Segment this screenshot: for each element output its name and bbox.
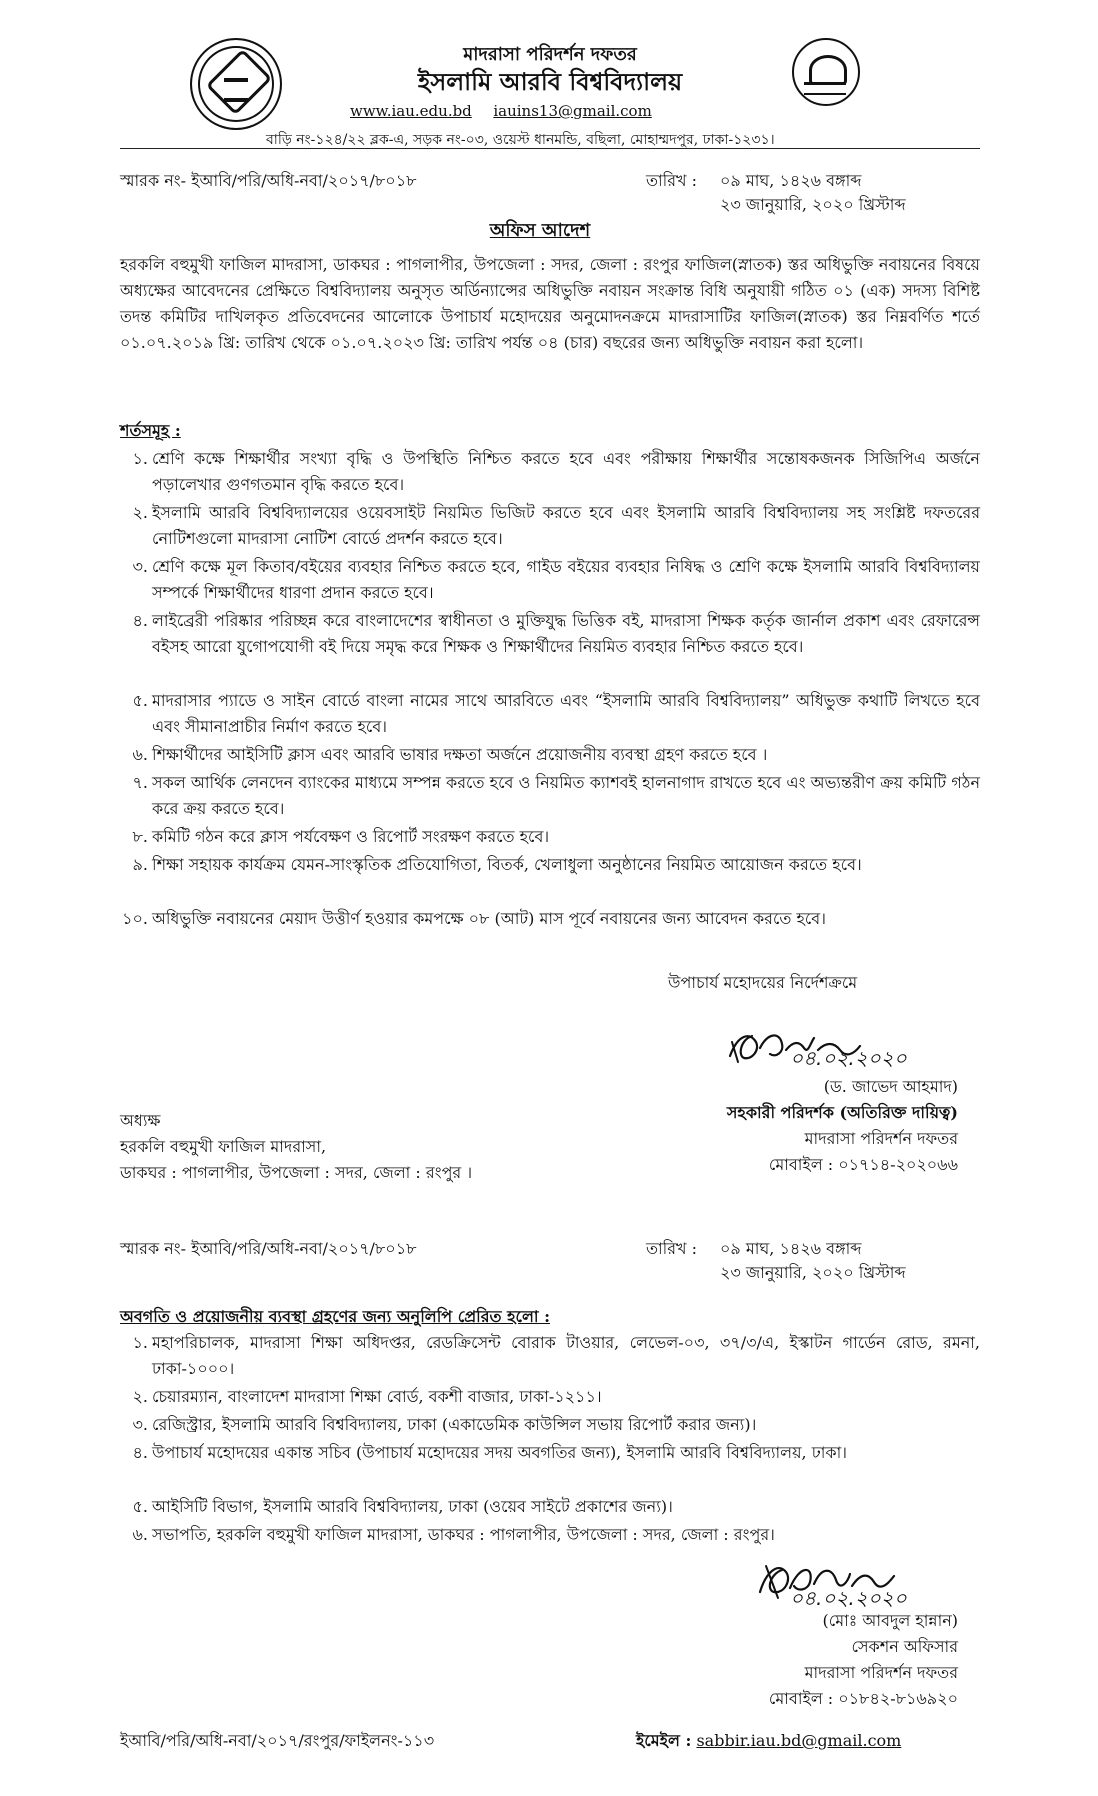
condition-item — [132, 688, 980, 740]
signatory-mobile: মোবাইল : ০১৮৪২-৮১৬৯২০ — [768, 1689, 958, 1708]
copy-text: সভাপতি, হরকলি বহুমুখী ফাজিল মাদরাসা, ডাকঘর : পাগলাপীর, উপজেলা : সদর, জেলা : রংপুর। — [152, 1525, 775, 1544]
condition-text: শ্রেণি কক্ষে শিক্ষার্থীর সংখ্যা বৃদ্ধি ও উপস্থিতি নিশ্চিত করতে হবে এবং পরীক্ষায় শিক্ষার্থীর সন্তোষকজনক সিজিপিএ অর্জনে পড়ালেখার গুণগতমান বৃদ্ধি করতে হবে। — [152, 449, 980, 494]
signature-date-javed: ০৪.০২.২০২০ — [790, 1046, 907, 1070]
date-bangla: ০৯ মাঘ, ১৪২৬ বঙ্গাব্দ — [720, 171, 862, 190]
copy-item — [132, 1494, 980, 1520]
copy-text: উপাচার্য মহোদয়ের একান্ত সচিব (উপাচার্য মহোদয়ের সদয় অবগতির জন্য), ইসলামি আরবি বিশ্ববিদ্যালয়, ঢাকা। — [152, 1443, 847, 1462]
contact-links — [350, 102, 670, 120]
copy-text: রেজিস্ট্রার, ইসলামি আরবি বিশ্ববিদ্যালয়, ঢাকা (একাডেমিক কাউন্সিল সভায় রিপোর্ট করার জন্য)। — [152, 1415, 757, 1434]
condition-text: ইসলামি আরবি বিশ্ববিদ্যালয়ের ওয়েবসাইট নিয়মিত ভিজিট করতে হবে এবং ইসলামি আরবি বিশ্ববিদ্যালয় সহ সংশ্লিষ্ট দফতরের নোটিশগুলো মাদরাসা নোটিশ বোর্ডে প্রদর্শন করতে হবে। — [152, 503, 980, 548]
copy-list-title: অবগতি ও প্রয়োজনীয় ব্যবস্থা গ্রহণের জন্য অনুলিপি প্রেরিত হলো : — [120, 1307, 550, 1326]
date-label-2: তারিখ : — [646, 1239, 698, 1258]
signatory-designation: সেকশন অফিসার — [851, 1637, 958, 1656]
condition-item — [132, 500, 980, 552]
condition-item — [132, 554, 980, 606]
condition-number: ১০. — [122, 909, 148, 928]
condition-item — [132, 608, 980, 660]
condition-number: ৯. — [132, 855, 148, 874]
copy-number: ৫. — [132, 1497, 148, 1516]
copy-text: আইসিটি বিভাগ, ইসলামি আরবি বিশ্ববিদ্যালয়, ঢাকা (ওয়েব সাইটে প্রকাশের জন্য)। — [152, 1497, 673, 1516]
email-link[interactable]: iauins13@gmail.com — [493, 102, 652, 120]
condition-text: শ্রেণি কক্ষে মূল কিতাব/বইয়ের ব্যবহার নিশ্চিত করতে হবে, গাইড বইয়ের ব্যবহার নিষিদ্ধ ও শ্রেণি কক্ষে ইসলামি আরবি বিশ্ববিদ্যালয় সম্পর্কে শিক্ষার্থীদের ধারণা প্রদান করতে হবে। — [152, 557, 980, 602]
copy-number: ১. — [132, 1333, 148, 1352]
body-paragraph: হরকলি বহুমুখী ফাজিল মাদরাসা, ডাকঘর : পাগলাপীর, উপজেলা : সদর, জেলা : রংপুর ফাজিল(স্নাতক) স্তর অধিভুক্তি নবায়নের বিষয়ে অধ্যক্ষের আবেদনের প্রেক্ষিতে বিশ্ববিদ্যালয় অনুসৃত অর্ডিন্যান্সের অধিভুক্তি নবায়ন সংক্রান্ত বিধি অনুযায়ী গঠিত ০১ (এক) সদস্য বিশিষ্ট তদন্ত কমিটির দাখিলকৃত প্রতিবেদনের আলোকে উপাচার্য মহোদয়ের অনুমোদনক্রমে মাদরাসাটির ফাজিল(স্নাতক) স্তর নিম্নবর্ণিত শর্তে ০১.০৭.২০১৯ খ্রি: তারিখ থেকে ০১.০৭.২০২৩ খ্রি: তারিখ পর্যন্ত ০৪ (চার) বছরের জন্য অধিভুক্তি নবায়ন করা হলো। — [120, 255, 980, 352]
copy-number: ৪. — [132, 1443, 148, 1462]
university-name: ইসলামি আরবি বিশ্ববিদ্যালয় — [417, 67, 683, 96]
copy-number: ২. — [132, 1387, 148, 1406]
condition-text: অধিভুক্তি নবায়নের মেয়াদ উত্তীর্ণ হওয়ার কমপক্ষে ০৮ (আট) মাস পূর্বে নবায়নের জন্য আবেদন করতে হবে। — [152, 909, 826, 928]
website-link[interactable]: www.iau.edu.bd — [350, 102, 472, 120]
condition-number: ২. — [132, 503, 148, 522]
condition-item — [132, 446, 980, 498]
condition-number: ৫. — [132, 691, 148, 710]
signatory-name: (ড. জাভেদ আহমাদ) — [823, 1077, 958, 1096]
condition-number: ৩. — [132, 557, 148, 576]
copy-item — [132, 1384, 980, 1410]
email-label: ইমেইল : — [636, 1731, 692, 1750]
date-english: ২৩ জানুয়ারি, ২০২০ খ্রিস্টাব্দ — [720, 195, 906, 214]
condition-text: লাইব্রেরী পরিষ্কার পরিচ্ছন্ন করে বাংলাদেশের স্বাধীনতা ও মুক্তিযুদ্ধ ভিত্তিক বই, মাদরাসা শিক্ষক কর্তৃক জার্নাল প্রকাশ এবং রেফারেন্স বইসহ আরো যুগোপযোগী বই দিয়ে সমৃদ্ধ করে শিক্ষক ও শিক্ষার্থীদের নিয়মিত ব্যবহার নিশ্চিত করতে হবে। — [152, 611, 980, 656]
date-bangla-2: ০৯ মাঘ, ১৪২৬ বঙ্গাব্দ — [720, 1239, 862, 1258]
condition-text: মাদরাসার প্যাডে ও সাইন বোর্ডে বাংলা নামের সাথে আরবিতে এবং “ইসলামি আরবি বিশ্ববিদ্যালয়” অধিভুক্ত কথাটি লিখতে হবে এবং সীমানাপ্রাচীর নির্মাণ করতে হবে। — [152, 691, 980, 736]
condition-item — [132, 770, 980, 822]
signatory-name: (মোঃ আবদুল হান্নান) — [822, 1611, 958, 1630]
office-address: বাড়ি নং-১২৪/২২ ব্লক-এ, সড়ক নং-০৩, ওয়েস্ট ধানমন্ডি, বছিলা, মোহাম্মদপুর, ঢাকা-১২৩১। — [266, 132, 775, 148]
copy-item — [132, 1412, 980, 1438]
signature-date-hannan: ০৪.০২.২০২০ — [790, 1586, 907, 1610]
recipient-institution: হরকলি বহুমুখী ফাজিল মাদরাসা, — [120, 1137, 327, 1156]
directive-line: উপাচার্য মহোদয়ের নির্দেশক্রমে — [668, 973, 858, 992]
memo-number-2: স্মারক নং- ইআবি/পরি/অধি-নবা/২০১৭/৮০১৮ — [120, 1239, 417, 1258]
conditions-title: শর্তসমূহ : — [120, 421, 181, 440]
condition-text: কমিটি গঠন করে ক্লাস পর্যবেক্ষণ ও রিপোর্ট সংরক্ষণ করতে হবে। — [152, 827, 550, 846]
copy-text: মহাপরিচালক, মাদরাসা শিক্ষা অধিদপ্তর, রেডক্রিসেন্ট বোরাক টাওয়ার, লেভেল-০৩, ৩৭/৩/এ, ইস্কাটন গার্ডেন রোড, রমনা, ঢাকা-১০০০। — [152, 1333, 980, 1378]
office-name: মাদরাসা পরিদর্শন দফতর — [463, 44, 637, 65]
page-title: অফিস আদেশ — [489, 220, 591, 241]
signature-block-javed — [658, 1074, 958, 1178]
condition-text: শিক্ষা সহায়ক কার্যক্রম যেমন-সাংস্কৃতিক প্রতিযোগিতা, বিতর্ক, খেলাধুলা অনুষ্ঠানের নিয়মিত আয়োজন করতে হবে। — [152, 855, 862, 874]
condition-number: ৮. — [132, 827, 148, 846]
copy-text: চেয়ারম্যান, বাংলাদেশ মাদরাসা শিক্ষা বোর্ড, বকশী বাজার, ঢাকা-১২১১। — [152, 1387, 602, 1406]
email-line — [636, 1728, 976, 1755]
signatory-designation: সহকারী পরিদর্শক (অতিরিক্ত দায়িত্ব) — [726, 1103, 958, 1122]
copy-item — [132, 1330, 980, 1382]
copy-number: ৬. — [132, 1525, 148, 1544]
condition-item — [132, 824, 980, 850]
condition-number: ৬. — [132, 745, 148, 764]
signatory-office: মাদরাসা পরিদর্শন দফতর — [804, 1663, 958, 1682]
copy-number: ৩. — [132, 1415, 148, 1434]
signatory-mobile: মোবাইল : ০১৭১৪-২০২০৬৬ — [768, 1155, 958, 1174]
recipient-title: অধ্যক্ষ — [120, 1111, 161, 1130]
condition-text: সকল আর্থিক লেনদেন ব্যাংকের মাধ্যমে সম্পন্ন করতে হবে ও নিয়মিত ক্যাশবই হালনাগাদ রাখতে হবে এং অভ্যন্তরীণ ক্রয় কমিটি গঠন করে ক্রয় করতে হবে। — [152, 773, 980, 818]
date-label: তারিখ : — [646, 171, 698, 190]
condition-item — [122, 906, 980, 932]
condition-number: ৪. — [132, 611, 148, 630]
signatory-office: মাদরাসা পরিদর্শন দফতর — [804, 1129, 958, 1148]
recipient-address: ডাকঘর : পাগলাপীর, উপজেলা : সদর, জেলা : রংপুর । — [120, 1163, 473, 1182]
recipient-block — [120, 1108, 580, 1186]
condition-number: ১. — [132, 449, 148, 468]
signature-block-hannan — [638, 1608, 958, 1712]
secondary-logo-icon — [792, 38, 860, 106]
header-divider — [120, 148, 980, 149]
university-logo-icon — [190, 38, 282, 130]
condition-item — [132, 742, 980, 768]
memo-number: স্মারক নং- ইআবি/পরি/অধি-নবা/২০১৭/৮০১৮ — [120, 171, 417, 190]
date-english-2: ২৩ জানুয়ারি, ২০২০ খ্রিস্টাব্দ — [720, 1263, 906, 1282]
condition-item — [132, 852, 980, 878]
copy-item — [132, 1440, 980, 1466]
condition-text: শিক্ষার্থীদের আইসিটি ক্লাস এবং আরবি ভাষার দক্ষতা অর্জনে প্রয়োজনীয় ব্যবস্থা গ্রহণ করতে হবে । — [152, 745, 768, 764]
copy-item — [132, 1522, 980, 1548]
footer-reference: ইআবি/পরি/অধি-নবা/২০১৭/রংপুর/ফাইলনং-১১৩ — [120, 1731, 435, 1750]
email-address-link[interactable]: sabbir.iau.bd@gmail.com — [696, 1731, 902, 1750]
condition-number: ৭. — [132, 773, 148, 792]
